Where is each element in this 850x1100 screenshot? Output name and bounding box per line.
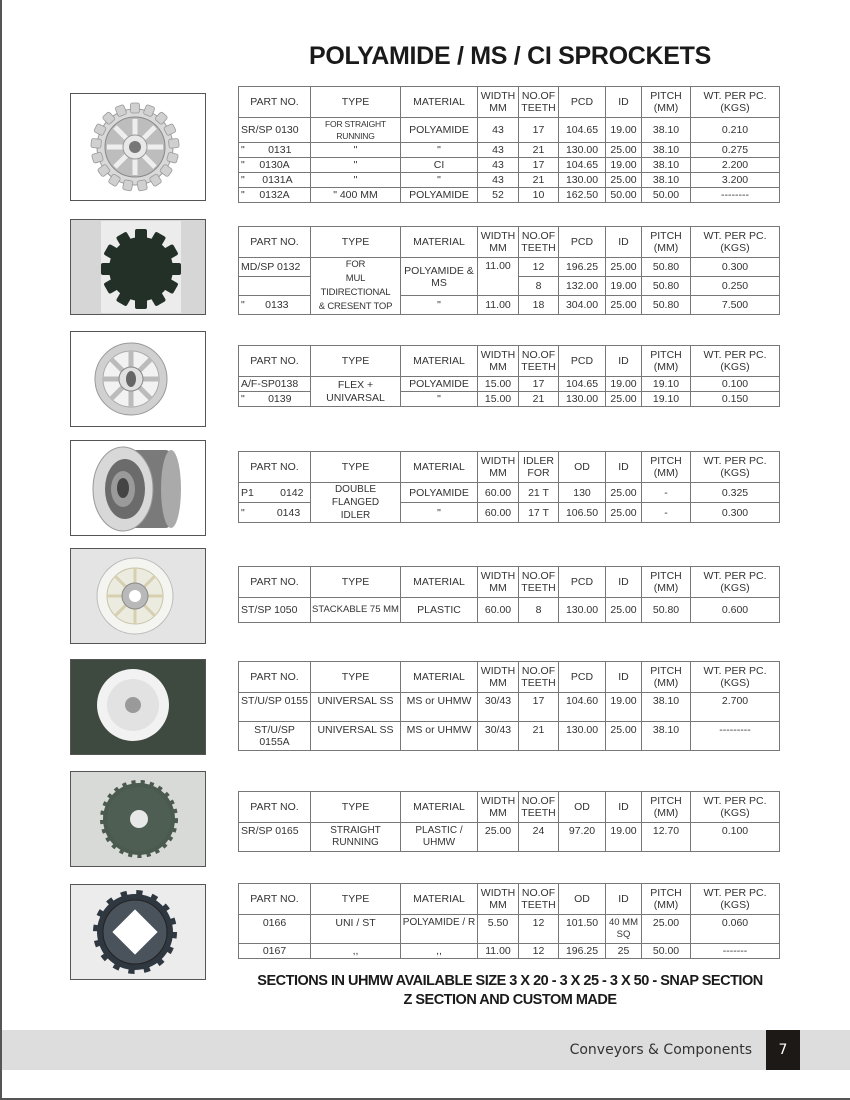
cell-id: 19.00 <box>606 277 642 296</box>
header-weight: WT. PER PC. (KGS) <box>691 452 780 483</box>
header-pcd: PCD <box>559 662 606 693</box>
cell-pitch: 12.70 <box>642 823 691 852</box>
header-part-no: PART NO. <box>239 792 311 823</box>
header-weight: WT. PER PC. (KGS) <box>691 346 780 377</box>
sprocket-icon <box>73 221 203 313</box>
table-header-row <box>239 792 780 823</box>
cell-type <box>311 258 401 315</box>
header-part-no: PART NO. <box>239 884 311 915</box>
table-row <box>239 483 780 503</box>
product-image-stackable-plastic-sprocket <box>70 548 206 644</box>
cell-material: POLYAMIDE <box>401 188 478 203</box>
table-header-row <box>239 567 780 598</box>
header-teeth: NO.OF TEETH <box>519 792 559 823</box>
cell-teeth: 8 <box>519 598 559 623</box>
table-row <box>239 143 780 158</box>
cell-weight: -------- <box>691 188 780 203</box>
header-weight: WT. PER PC. (KGS) <box>691 662 780 693</box>
cell-pcd: 104.65 <box>559 118 606 143</box>
material-line: MS <box>431 276 447 289</box>
cell-part-no: 0167 <box>239 944 311 959</box>
header-od: OD <box>559 884 606 915</box>
cell-id: 19.00 <box>606 693 642 722</box>
cell-type: " <box>311 143 401 158</box>
cell-weight: 0.600 <box>691 598 780 623</box>
cell-teeth: 17 <box>519 158 559 173</box>
cell-id: 25.00 <box>606 722 642 751</box>
cell-material: ,, <box>401 944 478 959</box>
header-od: OD <box>559 452 606 483</box>
product-image-universal-ss-sprocket <box>70 659 206 755</box>
cell-width: 60.00 <box>478 483 519 503</box>
cell-material: " <box>401 296 478 315</box>
table-header-row <box>239 346 780 377</box>
cell-pcd: 130.00 <box>559 598 606 623</box>
table-header-row <box>239 662 780 693</box>
cell-type: STRAIGHT RUNNING <box>311 823 401 852</box>
table-row <box>239 118 780 143</box>
cell-width: 30/43 <box>478 693 519 722</box>
cell-teeth: 18 <box>519 296 559 315</box>
cell-part-no: SR/SP 0130 <box>239 118 311 143</box>
cell-material: " <box>401 503 478 523</box>
header-pitch: PITCH (MM) <box>642 452 691 483</box>
header-type: TYPE <box>311 227 401 258</box>
header-part-no: PART NO. <box>239 567 311 598</box>
header-pitch: PITCH (MM) <box>642 792 691 823</box>
product-image-black-multidirectional-sprocket <box>70 219 206 315</box>
cell-width: 52 <box>478 188 519 203</box>
header-teeth: NO.OF TEETH <box>519 662 559 693</box>
spec-table-1 <box>238 86 780 203</box>
table-row <box>239 823 780 852</box>
table-row <box>239 258 780 277</box>
cell-pitch: 19.10 <box>642 377 691 392</box>
header-pitch: PITCH (MM) <box>642 346 691 377</box>
cell-width: 60.00 <box>478 598 519 623</box>
cell-type: UNIVERSAL SS <box>311 722 401 751</box>
sprocket-icon <box>73 661 203 753</box>
cell-teeth: 21 <box>519 173 559 188</box>
cell-idler-for: 21 T <box>519 483 559 503</box>
cell-weight: 0.210 <box>691 118 780 143</box>
cell-od: 196.25 <box>559 944 606 959</box>
header-idler-for: IDLER FOR <box>519 452 559 483</box>
cell-pcd: 130.00 <box>559 392 606 407</box>
cell-pitch: 38.10 <box>642 118 691 143</box>
cell-pcd: 130.00 <box>559 173 606 188</box>
cell-material: PLASTIC / UHMW <box>401 823 478 852</box>
gear-icon <box>73 773 203 865</box>
table-row <box>239 158 780 173</box>
cell-id: 25.00 <box>606 483 642 503</box>
cell-id: 25.00 <box>606 503 642 523</box>
cell-material: MS or UHMW <box>401 722 478 751</box>
cell-type: UNIVERSAL SS <box>311 693 401 722</box>
cell-part-no: 0166 <box>239 915 311 944</box>
cell-material: MS or UHMW <box>401 693 478 722</box>
header-part-no: PART NO. <box>239 346 311 377</box>
cell-pitch: - <box>642 483 691 503</box>
sprocket-tooth <box>91 138 102 148</box>
spec-table-7 <box>238 791 780 852</box>
cell-pcd: 130.00 <box>559 143 606 158</box>
sprocket-icon <box>73 95 203 199</box>
cell-pitch: 50.80 <box>642 258 691 277</box>
header-material: MATERIAL <box>401 567 478 598</box>
table-header-row <box>239 87 780 118</box>
header-material: MATERIAL <box>401 662 478 693</box>
sprocket-icon <box>73 886 203 978</box>
cell-id: 19.00 <box>606 823 642 852</box>
cell-part-no: A/F-SP0138 <box>239 377 311 392</box>
table-row <box>239 722 780 751</box>
header-pcd: PCD <box>559 87 606 118</box>
table-header-row <box>239 884 780 915</box>
cell-pitch: 25.00 <box>642 915 691 944</box>
cell-weight: 0.250 <box>691 277 780 296</box>
cell-width: 11.00 <box>478 258 519 296</box>
cell-id: 50.00 <box>606 188 642 203</box>
header-width: WIDTH MM <box>478 567 519 598</box>
cell-weight: 0.100 <box>691 823 780 852</box>
cell-type: UNI / ST <box>311 915 401 944</box>
cell-pitch: 50.00 <box>642 944 691 959</box>
cell-od: 101.50 <box>559 915 606 944</box>
idler-icon <box>73 442 203 534</box>
cell-pcd: 304.00 <box>559 296 606 315</box>
header-part-no: PART NO. <box>239 227 311 258</box>
table-row <box>239 377 780 392</box>
header-weight: WT. PER PC. (KGS) <box>691 227 780 258</box>
header-material: MATERIAL <box>401 227 478 258</box>
cell-part-no: " 0131 <box>239 143 311 158</box>
cell-part-no: " 0133 <box>239 296 311 315</box>
cell-teeth: 21 <box>519 392 559 407</box>
header-type: TYPE <box>311 452 401 483</box>
sprocket-tooth <box>168 138 179 148</box>
header-part-no: PART NO. <box>239 452 311 483</box>
header-weight: WT. PER PC. (KGS) <box>691 792 780 823</box>
cell-teeth: 8 <box>519 277 559 296</box>
sprocket-tooth <box>135 297 147 309</box>
cell-width: 43 <box>478 173 519 188</box>
table-header-row <box>239 452 780 483</box>
spec-table-3 <box>238 345 780 407</box>
cell-part-no: P1 0142 <box>239 483 311 503</box>
header-type: TYPE <box>311 884 401 915</box>
cell-teeth: 21 <box>519 143 559 158</box>
header-id: ID <box>606 567 642 598</box>
header-type: TYPE <box>311 662 401 693</box>
cell-pcd: 132.00 <box>559 277 606 296</box>
header-material: MATERIAL <box>401 452 478 483</box>
cell-type: ,, <box>311 944 401 959</box>
table-row <box>239 188 780 203</box>
header-width: WIDTH MM <box>478 792 519 823</box>
table-header-row <box>239 227 780 258</box>
type-line: DOUBLE FLANGED <box>331 484 380 508</box>
footer-title: Conveyors & Components <box>569 1042 752 1058</box>
table-row <box>239 915 780 944</box>
cell-width: 5.50 <box>478 915 519 944</box>
header-id: ID <box>606 227 642 258</box>
cell-part-no <box>239 277 311 296</box>
sprocket-tooth <box>137 180 148 191</box>
cell-weight: 2.700 <box>691 693 780 722</box>
header-id: ID <box>606 452 642 483</box>
table-row <box>239 944 780 959</box>
header-id: ID <box>606 87 642 118</box>
product-image-straight-running-gear-sprocket <box>70 771 206 867</box>
table-row <box>239 173 780 188</box>
cell-teeth: 12 <box>519 944 559 959</box>
cell-width: 43 <box>478 118 519 143</box>
sprocket-tooth <box>169 263 181 275</box>
cell-material: " <box>401 143 478 158</box>
header-teeth: NO.OF TEETH <box>519 346 559 377</box>
cell-material <box>401 258 478 296</box>
cell-type: " 400 MM <box>311 188 401 203</box>
cell-pcd: 130.00 <box>559 722 606 751</box>
header-width: WIDTH MM <box>478 346 519 377</box>
table-row <box>239 598 780 623</box>
cell-pitch: 50.80 <box>642 277 691 296</box>
header-pitch: PITCH (MM) <box>642 227 691 258</box>
header-type: TYPE <box>311 346 401 377</box>
header-pitch: PITCH (MM) <box>642 884 691 915</box>
cell-pitch: 38.10 <box>642 158 691 173</box>
header-width: WIDTH MM <box>478 87 519 118</box>
cell-width: 43 <box>478 158 519 173</box>
cell-material: POLYAMIDE / R <box>401 915 478 944</box>
product-image-white-polyamide-sprocket <box>70 93 206 201</box>
cell-material: " <box>401 392 478 407</box>
header-width: WIDTH MM <box>478 884 519 915</box>
cell-type <box>311 483 401 523</box>
sprocket-tooth <box>131 103 140 113</box>
cell-pitch: 38.10 <box>642 693 691 722</box>
header-width: WIDTH MM <box>478 662 519 693</box>
cell-weight: ------- <box>691 944 780 959</box>
cell-id: 25.00 <box>606 392 642 407</box>
cell-od: 106.50 <box>559 503 606 523</box>
sprocket-icon <box>73 333 203 425</box>
header-id: ID <box>606 884 642 915</box>
cell-material: CI <box>401 158 478 173</box>
header-pcd: PCD <box>559 227 606 258</box>
cell-weight: 2.200 <box>691 158 780 173</box>
type-line: FOR <box>345 259 366 270</box>
cell-material: POLYAMIDE <box>401 377 478 392</box>
sprocket-tooth <box>122 180 133 191</box>
cell-teeth: 17 <box>519 118 559 143</box>
cell-width: 43 <box>478 143 519 158</box>
cell-id: 40 MM SQ <box>606 915 642 944</box>
page-border <box>0 0 2 1100</box>
header-material: MATERIAL <box>401 884 478 915</box>
spec-table-4 <box>238 451 780 523</box>
material-line: POLYAMIDE & <box>404 264 474 277</box>
header-id: ID <box>606 662 642 693</box>
cell-material: POLYAMIDE <box>401 483 478 503</box>
cell-pitch: 38.10 <box>642 143 691 158</box>
cell-weight: 0.275 <box>691 143 780 158</box>
cell-id: 25.00 <box>606 296 642 315</box>
cell-teeth: 12 <box>519 258 559 277</box>
cell-width: 11.00 <box>478 944 519 959</box>
cell-id: 19.00 <box>606 158 642 173</box>
cell-type: STACKABLE 75 MM <box>311 598 401 623</box>
header-teeth: NO.OF TEETH <box>519 227 559 258</box>
header-material: MATERIAL <box>401 792 478 823</box>
header-id: ID <box>606 792 642 823</box>
header-teeth: NO.OF TEETH <box>519 87 559 118</box>
cell-part-no: ST/U/SP 0155 <box>239 693 311 722</box>
cell-part-no: " 0130A <box>239 158 311 173</box>
cell-material: POLYAMIDE <box>401 118 478 143</box>
table-row <box>239 693 780 722</box>
cell-width: 25.00 <box>478 823 519 852</box>
header-type: TYPE <box>311 792 401 823</box>
product-image-square-bore-sprocket <box>70 884 206 980</box>
cell-type <box>311 377 401 407</box>
cell-pcd: 196.25 <box>559 258 606 277</box>
cell-weight: 0.300 <box>691 258 780 277</box>
spec-table-8 <box>238 883 780 959</box>
cell-pitch: 50.00 <box>642 188 691 203</box>
cell-material: " <box>401 173 478 188</box>
cell-pitch: - <box>642 503 691 523</box>
header-width: WIDTH MM <box>478 227 519 258</box>
cell-part-no: ST/SP 1050 <box>239 598 311 623</box>
page-title: POLYAMIDE / MS / CI SPROCKETS <box>308 42 712 70</box>
cell-od: 130 <box>559 483 606 503</box>
cell-teeth: 10 <box>519 188 559 203</box>
spec-table-5 <box>238 566 780 623</box>
cell-weight: 0.300 <box>691 503 780 523</box>
note-line: Z SECTION AND CUSTOM MADE <box>403 992 617 1008</box>
header-width: WIDTH MM <box>478 452 519 483</box>
cell-pitch: 38.10 <box>642 173 691 188</box>
cell-part-no: " 0132A <box>239 188 311 203</box>
cell-pcd: 104.60 <box>559 693 606 722</box>
type-line: FLEX + <box>337 378 374 391</box>
header-id: ID <box>606 346 642 377</box>
header-weight: WT. PER PC. (KGS) <box>691 87 780 118</box>
cell-id: 25.00 <box>606 143 642 158</box>
header-weight: WT. PER PC. (KGS) <box>691 884 780 915</box>
type-line: UNIVARSAL <box>326 391 385 404</box>
cell-weight: 0.150 <box>691 392 780 407</box>
cell-pitch: 50.80 <box>642 296 691 315</box>
header-type: TYPE <box>311 567 401 598</box>
cell-part-no: ST/U/SP 0155A <box>239 722 311 751</box>
cell-pitch: 19.10 <box>642 392 691 407</box>
cell-type: " <box>311 158 401 173</box>
cell-weight: 7.500 <box>691 296 780 315</box>
header-od: OD <box>559 792 606 823</box>
cell-teeth: 21 <box>519 722 559 751</box>
cell-pcd: 104.65 <box>559 377 606 392</box>
product-image-double-flanged-idler <box>70 440 206 536</box>
header-part-no: PART NO. <box>239 662 311 693</box>
type-line: IDLER <box>340 510 371 521</box>
cell-width: 11.00 <box>478 296 519 315</box>
cell-weight: 0.100 <box>691 377 780 392</box>
cell-part-no: " 0139 <box>239 392 311 407</box>
cell-id: 19.00 <box>606 118 642 143</box>
cell-width: 15.00 <box>478 392 519 407</box>
cell-teeth: 17 <box>519 377 559 392</box>
cell-type: FOR STRAIGHT RUNNING <box>311 118 401 143</box>
cell-weight: 3.200 <box>691 173 780 188</box>
header-pitch: PITCH (MM) <box>642 662 691 693</box>
availability-note <box>230 972 790 1010</box>
cell-weight: 0.060 <box>691 915 780 944</box>
cell-width: 30/43 <box>478 722 519 751</box>
cell-material: PLASTIC <box>401 598 478 623</box>
cell-width: 15.00 <box>478 377 519 392</box>
cell-idler-for: 17 T <box>519 503 559 523</box>
product-image-flex-universal-sprocket <box>70 331 206 427</box>
cell-od: 97.20 <box>559 823 606 852</box>
cell-part-no: " 0131A <box>239 173 311 188</box>
type-line: & CRESENT TOP <box>318 301 393 312</box>
cell-pitch: 38.10 <box>642 722 691 751</box>
cell-teeth: 12 <box>519 915 559 944</box>
cell-part-no: " 0143 <box>239 503 311 523</box>
spec-table-2 <box>238 226 780 315</box>
header-pcd: PCD <box>559 567 606 598</box>
cell-weight: --------- <box>691 722 780 751</box>
cell-weight: 0.325 <box>691 483 780 503</box>
header-pitch: PITCH (MM) <box>642 87 691 118</box>
sprocket-tooth <box>101 263 113 275</box>
note-line: SECTIONS IN UHMW AVAILABLE SIZE 3 X 20 - 3 X 25 - 3 X 50 - SNAP SECTION <box>257 973 763 989</box>
cell-teeth: 24 <box>519 823 559 852</box>
cell-type: " <box>311 173 401 188</box>
cell-id: 25.00 <box>606 173 642 188</box>
cell-width: 60.00 <box>478 503 519 523</box>
header-material: MATERIAL <box>401 87 478 118</box>
header-pitch: PITCH (MM) <box>642 567 691 598</box>
sprocket-tooth <box>135 229 147 241</box>
cell-pitch: 50.80 <box>642 598 691 623</box>
header-type: TYPE <box>311 87 401 118</box>
header-teeth: NO.OF TEETH <box>519 884 559 915</box>
sprocket-icon <box>73 550 203 642</box>
header-weight: WT. PER PC. (KGS) <box>691 567 780 598</box>
header-part-no: PART NO. <box>239 87 311 118</box>
spec-table-6 <box>238 661 780 751</box>
cell-pcd: 104.65 <box>559 158 606 173</box>
cell-id: 25 <box>606 944 642 959</box>
page-number: 7 <box>766 1030 800 1070</box>
header-material: MATERIAL <box>401 346 478 377</box>
cell-pcd: 162.50 <box>559 188 606 203</box>
cell-id: 19.00 <box>606 377 642 392</box>
cell-teeth: 17 <box>519 693 559 722</box>
cell-id: 25.00 <box>606 258 642 277</box>
cell-part-no: SR/SP 0165 <box>239 823 311 852</box>
type-line: MUL TIDIRECTIONAL <box>320 273 391 298</box>
cell-part-no: MD/SP 0132 <box>239 258 311 277</box>
header-pcd: PCD <box>559 346 606 377</box>
header-teeth: NO.OF TEETH <box>519 567 559 598</box>
cell-id: 25.00 <box>606 598 642 623</box>
